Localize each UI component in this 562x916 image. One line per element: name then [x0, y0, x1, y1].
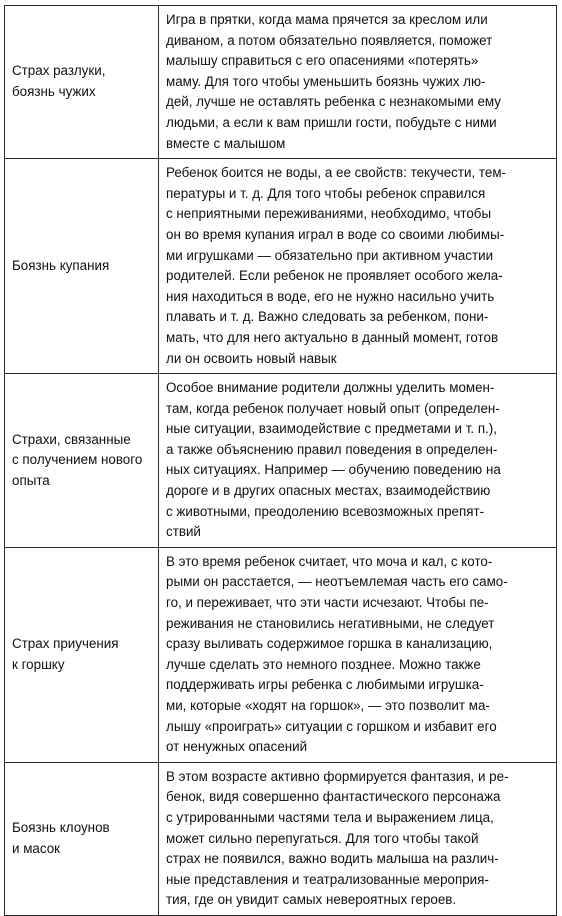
advice-line: ми игрушками — обязательно при активном участии	[166, 247, 494, 263]
fear-name-line: Страхи, связанные	[12, 431, 131, 447]
advice-cell	[159, 159, 557, 374]
advice-line: Особое внимание родители должны уделить момен-	[166, 380, 495, 396]
fear-name-line: Боязнь купания	[12, 257, 110, 273]
advice-line: с неприятными переживаниями, необходимо, чтобы	[166, 206, 492, 222]
advice-line: он во время купания играл в воде со своими любимы-	[166, 226, 505, 242]
advice-line: родителей. Если ребенок не проявляет особого жела-	[166, 268, 503, 284]
advice-line: диваном, а потом обязательно появляется, поможет	[166, 32, 493, 48]
fear-name-line: Боязнь клоунов	[12, 820, 110, 836]
advice-line: рыми он расстается, — неотъемлемая часть его само-	[166, 574, 508, 590]
advice-line: ствий	[166, 524, 201, 540]
fear-name-line: Страх разлуки,	[12, 63, 106, 79]
advice-line: бенок, видя совершенно фантастического персонажа	[166, 789, 501, 805]
fear-name-line: боязнь чужих	[12, 84, 96, 100]
advice-line: ных ситуациях. Например — обучению поведению на	[166, 462, 501, 478]
advice-line: вместе с малышом	[166, 135, 286, 151]
advice-line: ли он освоить новый навык	[166, 350, 337, 366]
advice-line: дороге и в других опасных местах, взаимодействию	[166, 483, 491, 499]
advice-cell	[159, 6, 557, 159]
advice-line: сразу выливать содержимое горшка в канализацию,	[166, 636, 493, 652]
advice-line: мать, что для него актуально в данный момент, готов	[166, 329, 499, 345]
fear-name-line: к горшку	[12, 656, 65, 672]
advice-line: ные ситуации, взаимодействие с предметами и т. п.),	[166, 421, 497, 437]
fear-name-line: с получением нового	[12, 452, 143, 468]
table-row	[5, 374, 557, 548]
table-row	[5, 6, 557, 159]
advice-cell	[159, 762, 557, 915]
advice-line: от ненужных опасений	[166, 739, 308, 755]
fear-name-cell	[5, 547, 159, 762]
fear-name-line: и масок	[12, 840, 61, 856]
table-row	[5, 762, 557, 915]
advice-line: плавать и т. д. Важно следовать за ребенком, пони-	[166, 309, 489, 325]
advice-line: может сильно перепугаться. Для того чтобы такой	[166, 830, 479, 846]
fears-table	[4, 5, 557, 916]
advice-line: реживания не становились негативными, не следует	[166, 615, 495, 631]
advice-line: поддерживать игры ребенка с любимыми игрушка-	[166, 677, 484, 693]
advice-line: Игра в прятки, когда мама прячется за креслом или	[166, 12, 488, 27]
fear-name-cell	[5, 159, 159, 374]
advice-line: людьми, а если к вам пришли гости, побудьте с ними	[166, 114, 497, 130]
advice-line: лучше сделать это немного позднее. Можно также	[166, 656, 481, 672]
table-row	[5, 159, 557, 374]
advice-line: Ребенок боится не воды, а ее свойств: текучести, тем-	[166, 165, 506, 181]
advice-line: с утрированными частями тела и выражением лица,	[166, 809, 494, 825]
advice-line: а также объяснению правил поведения в определен-	[166, 441, 498, 457]
advice-line: страх не появился, важно водить малыша на различ-	[166, 851, 499, 867]
advice-line: го, и переживает, что эти части исчезают. Чтобы пе-	[166, 595, 489, 611]
advice-cell	[159, 547, 557, 762]
fear-name-cell	[5, 374, 159, 548]
fear-name-line: Страх приучения	[12, 636, 119, 652]
advice-line: маму. Для того чтобы уменьшить боязнь чужих лю-	[166, 73, 486, 89]
advice-line: ния находиться в воде, его не нужно насильно учить	[166, 288, 495, 304]
fear-name-cell	[5, 762, 159, 915]
advice-line: малышу справиться с его опасениями «потерять»	[166, 53, 479, 69]
table-row	[5, 547, 557, 762]
advice-line: с животными, преодолению всевозможных препят-	[166, 503, 485, 519]
fear-name-line: опыта	[12, 472, 50, 488]
fear-name-cell	[5, 6, 159, 159]
advice-line: ми, которые «ходят на горшок», — это позволит ма-	[166, 698, 490, 713]
advice-line: ные представления и театрализованные мероприя-	[166, 871, 489, 887]
advice-line: В этом возрасте активно формируется фантазия, и ре-	[166, 768, 509, 784]
advice-line: тия, где он увидит самых невероятных героев.	[166, 892, 457, 908]
advice-line: дей, лучше не оставлять ребенка с незнакомыми ему	[166, 94, 501, 110]
advice-line: лышу «проиграть» ситуации с горшком и избавит его	[166, 718, 497, 734]
advice-cell	[159, 374, 557, 548]
advice-line: пературы и т. д. Для того чтобы ребенок справился	[166, 185, 486, 201]
advice-line: там, когда ребенок получает новый опыт (определен-	[166, 400, 500, 416]
advice-line: В это время ребенок считает, что моча и кал, с кото-	[166, 553, 493, 569]
